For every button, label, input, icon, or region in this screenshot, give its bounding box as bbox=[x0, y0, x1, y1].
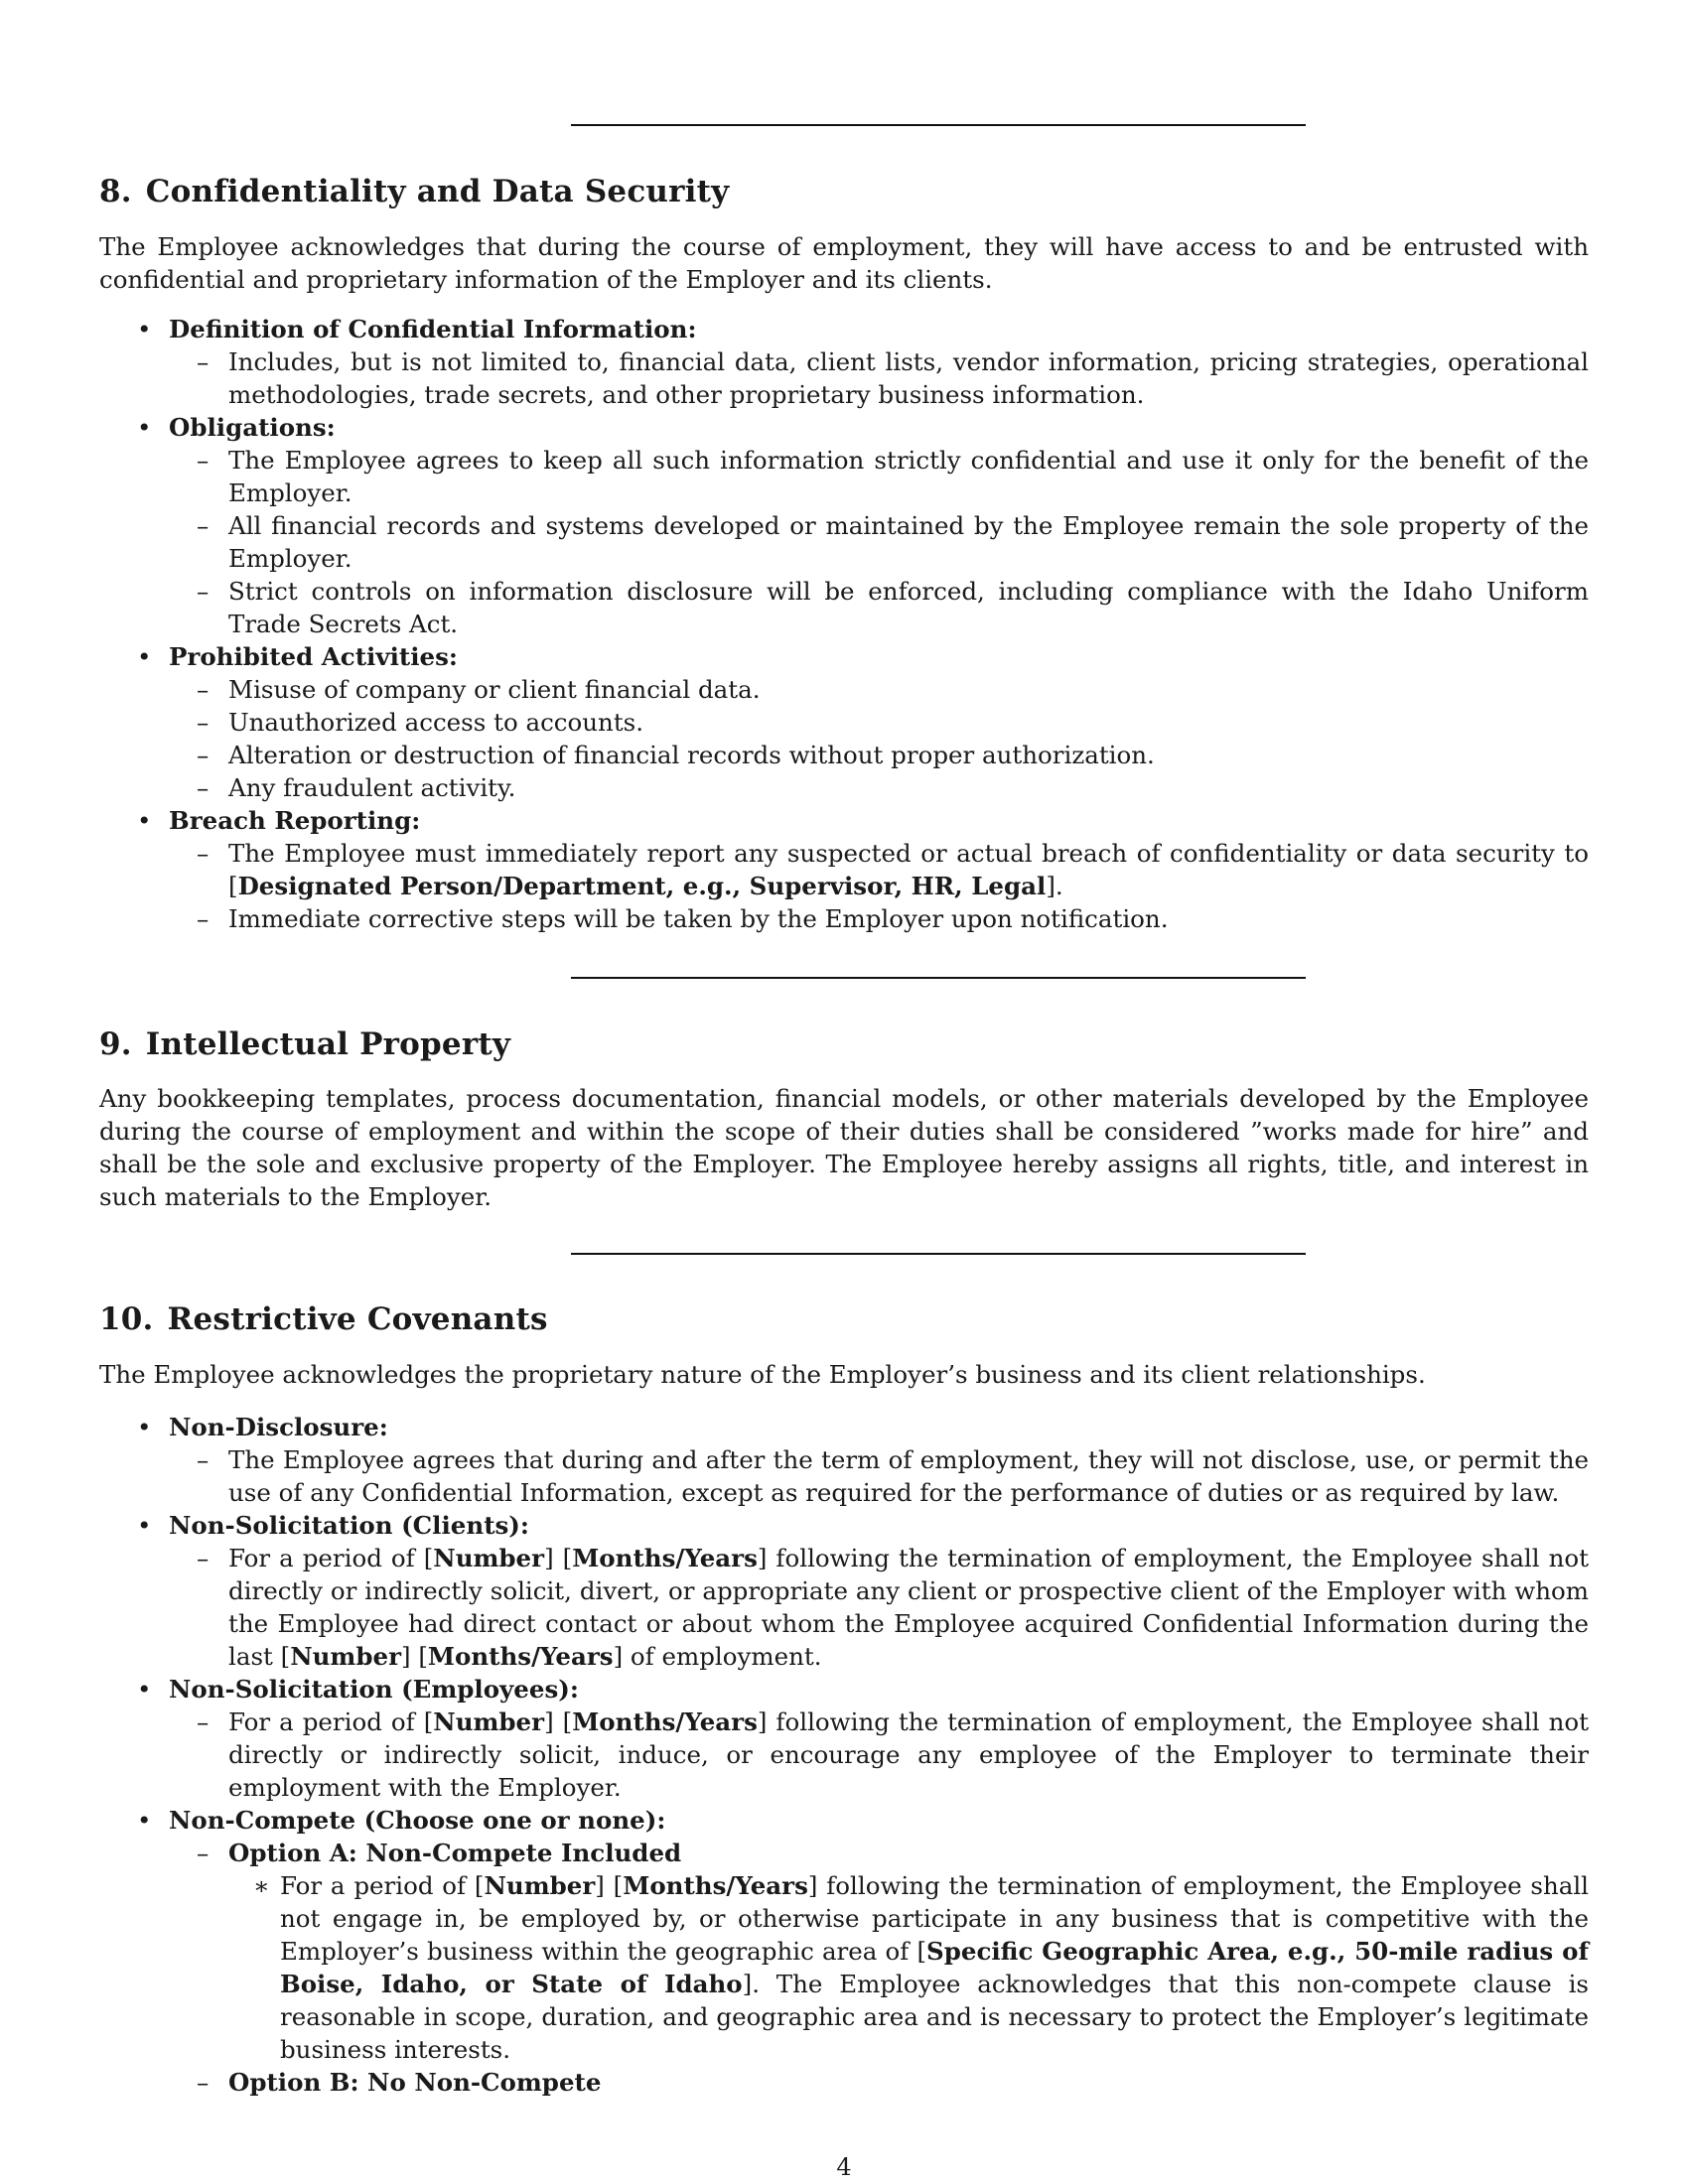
sub-item-text: All financial records and systems developed or maintained by the Employee remain the sole property of the Employer. bbox=[228, 511, 1589, 573]
item-label: Non-Solicitation (Employees): bbox=[169, 1675, 579, 1704]
list-item bbox=[99, 1411, 1589, 1443]
item-label: Breach Reporting: bbox=[169, 806, 421, 835]
sub-item bbox=[99, 2066, 1589, 2099]
bullet-marker: • bbox=[137, 1806, 152, 1835]
sub-sub-item-text: For a period of [Number] [Months/Years] following the termination of employment, the Employee shall not engage in, be employed by, or otherwise participate in any business that is competitive with the Employer’s business within the geographic area of [Specific Geographic Area, e.g., 50-mile radius of Boise, Idaho, or State of Idaho]. The Employee acknowledges that this non-compete clause is reasonable in scope, duration, and geographic area and is necessary to protect the Employer’s legitimate business interests. bbox=[280, 1871, 1590, 2064]
section-10-list bbox=[99, 1411, 1589, 2099]
placeholder-field: Number bbox=[484, 1871, 596, 1900]
dash-marker: – bbox=[197, 347, 210, 376]
dash-marker: – bbox=[197, 773, 210, 802]
placeholder-field: Designated Person/Department, e.g., Supervisor, HR, Legal bbox=[237, 872, 1047, 900]
section-number: 10. bbox=[99, 1301, 154, 1337]
sub-item bbox=[99, 1542, 1589, 1673]
placeholder-field: Specific Geographic Area, e.g., 50-mile radius of Boise, Idaho, or State of Idaho bbox=[280, 1937, 1589, 1998]
placeholder-field: Number bbox=[433, 1544, 545, 1572]
dash-marker: – bbox=[197, 708, 210, 737]
section-10-heading bbox=[99, 1300, 548, 1338]
sub-item-text: Any fraudulent activity. bbox=[228, 773, 516, 802]
dash-marker: – bbox=[197, 741, 210, 769]
sub-item bbox=[99, 444, 1589, 509]
item-label: Non-Solicitation (Clients): bbox=[169, 1511, 529, 1540]
option-label: Option B: No Non-Compete bbox=[228, 2068, 602, 2097]
bullet-marker: • bbox=[137, 1675, 152, 1704]
list-item bbox=[99, 313, 1589, 345]
placeholder-field: Months/Years bbox=[623, 1871, 808, 1900]
placeholder-field: Months/Years bbox=[427, 1642, 614, 1671]
option-label: Option A: Non-Compete Included bbox=[228, 1839, 682, 1867]
sub-item-text: The Employee agrees to keep all such information strictly confidential and use it only for the benefit of the Employer. bbox=[228, 446, 1589, 507]
sub-item bbox=[99, 1837, 1589, 1869]
dash-marker: – bbox=[197, 1707, 210, 1736]
dash-marker: – bbox=[197, 1544, 210, 1572]
sub-item bbox=[99, 739, 1589, 771]
sub-item-text: Includes, but is not limited to, financial data, client lists, vendor information, pricing strategies, operational methodologies, trade secrets, and other proprietary business information. bbox=[228, 347, 1589, 409]
dash-marker: – bbox=[197, 904, 210, 933]
sub-sub-item bbox=[99, 1869, 1589, 2066]
star-marker: ∗ bbox=[253, 1871, 270, 1900]
sub-item-text: The Employee must immediately report any suspected or actual breach of confidentiality or data security to [Designated Person/Department, e.g., Supervisor, HR, Legal]. bbox=[228, 839, 1589, 900]
sub-item-text: For a period of [Number] [Months/Years] following the termination of employment, the Employee shall not directly or indirectly solicit, induce, or encourage any employee of the Employer to terminate their employment with the Employer. bbox=[228, 1707, 1589, 1802]
sub-item bbox=[99, 509, 1589, 575]
sub-item-text: Strict controls on information disclosure will be enforced, including compliance with the Idaho Uniform Trade Secrets Act. bbox=[228, 577, 1589, 638]
dash-marker: – bbox=[197, 511, 210, 540]
placeholder-field: Months/Years bbox=[572, 1544, 758, 1572]
list-item bbox=[99, 1673, 1589, 1706]
list-item bbox=[99, 804, 1589, 837]
section-divider bbox=[571, 977, 1306, 979]
section-number: 8. bbox=[99, 174, 132, 209]
dash-marker: – bbox=[197, 2068, 210, 2097]
sub-item-text: The Employee agrees that during and after the term of employment, they will not disclose, use, or permit the use of any Confidential Information, except as required for the performance of duties or as required by law. bbox=[228, 1445, 1589, 1507]
placeholder-field: Number bbox=[433, 1707, 545, 1736]
bullet-marker: • bbox=[137, 642, 152, 671]
section-10-intro: The Employee acknowledges the proprietary nature of the Employer’s business and its client relationships. bbox=[99, 1360, 1426, 1389]
sub-item-text: Alteration or destruction of financial records without proper authorization. bbox=[228, 741, 1155, 769]
item-label: Prohibited Activities: bbox=[169, 642, 458, 671]
dash-marker: – bbox=[197, 1445, 210, 1474]
item-label: Non-Compete (Choose one or none): bbox=[169, 1806, 666, 1835]
sub-item bbox=[99, 837, 1589, 902]
item-label: Non-Disclosure: bbox=[169, 1413, 388, 1441]
sub-item bbox=[99, 902, 1589, 935]
sub-item bbox=[99, 345, 1589, 411]
sub-item bbox=[99, 575, 1589, 640]
section-divider bbox=[571, 1253, 1306, 1255]
section-number: 9. bbox=[99, 1026, 132, 1062]
bullet-marker: • bbox=[137, 1413, 152, 1441]
dash-marker: – bbox=[197, 577, 210, 606]
dash-marker: – bbox=[197, 1839, 210, 1867]
dash-marker: – bbox=[197, 839, 210, 868]
section-8-list bbox=[99, 313, 1589, 935]
sub-item bbox=[99, 673, 1589, 706]
sub-item-text: Immediate corrective steps will be taken by the Employer upon notification. bbox=[228, 904, 1169, 933]
list-item bbox=[99, 640, 1589, 673]
sub-item bbox=[99, 1706, 1589, 1804]
section-divider bbox=[571, 124, 1306, 126]
item-label: Obligations: bbox=[169, 413, 336, 442]
sub-item-text: Unauthorized access to accounts. bbox=[228, 708, 644, 737]
list-item bbox=[99, 411, 1589, 444]
dash-marker: – bbox=[197, 675, 210, 704]
document-page bbox=[99, 0, 1589, 2184]
bullet-marker: • bbox=[137, 413, 152, 442]
section-title: Restrictive Covenants bbox=[167, 1301, 548, 1337]
list-item bbox=[99, 1804, 1589, 1837]
sub-item-text: For a period of [Number] [Months/Years] following the termination of employment, the Employee shall not directly or indirectly solicit, divert, or appropriate any client or prospective client of the Employer with whom the Employee had direct contact or about whom the Employee acquired Confidential Information during the last [Number] [Months/Years] of employment. bbox=[228, 1544, 1589, 1671]
sub-item-text: Misuse of company or client financial data. bbox=[228, 675, 761, 704]
bullet-marker: • bbox=[137, 806, 152, 835]
dash-marker: – bbox=[197, 446, 210, 475]
sub-item bbox=[99, 771, 1589, 804]
section-title: Intellectual Property bbox=[145, 1026, 511, 1062]
placeholder-field: Months/Years bbox=[572, 1707, 758, 1736]
section-8-intro: The Employee acknowledges that during the course of employment, they will have access to and be entrusted with confidential and proprietary information of the Employer and its clients. bbox=[99, 232, 1589, 294]
sub-item bbox=[99, 1443, 1589, 1509]
bullet-marker: • bbox=[137, 315, 152, 343]
item-label: Definition of Confidential Information: bbox=[169, 315, 697, 343]
section-9-heading bbox=[99, 1025, 510, 1063]
placeholder-field: Number bbox=[290, 1642, 401, 1671]
bullet-marker: • bbox=[137, 1511, 152, 1540]
section-9-body: Any bookkeeping templates, process documentation, financial models, or other materials developed by the Employee during the course of employment and within the scope of their duties shall be considered ”works made for hire” and shall be the sole and exclusive property of the Employer. The Employee hereby assigns all rights, title, and interest in such materials to the Employer. bbox=[99, 1084, 1589, 1211]
list-item bbox=[99, 1509, 1589, 1542]
section-title: Confidentiality and Data Security bbox=[145, 174, 730, 209]
sub-item bbox=[99, 706, 1589, 739]
page-number: 4 bbox=[836, 2153, 852, 2181]
section-8-heading bbox=[99, 173, 729, 210]
